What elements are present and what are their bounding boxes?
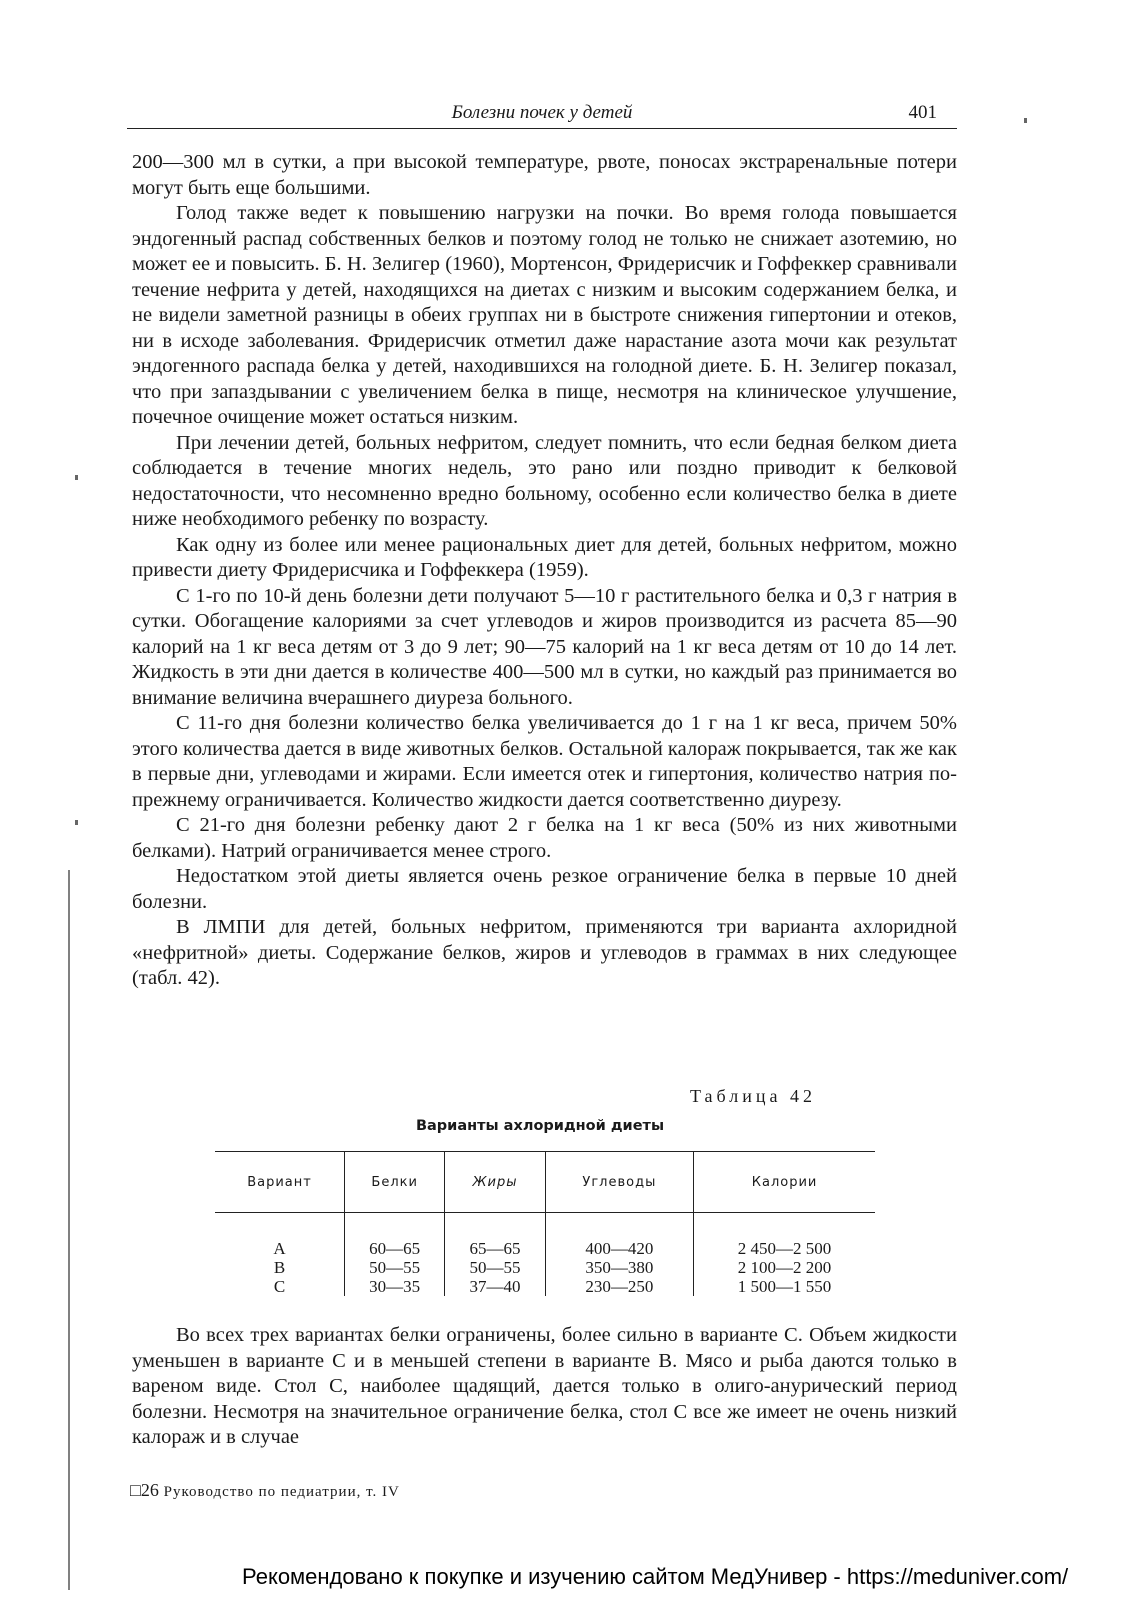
scan-speck xyxy=(75,820,78,825)
paragraph: Как одну из более или менее рациональных диет для детей, больных нефритом, можно привести диету Фридерисчика и Гоффеккера (1959). xyxy=(132,533,957,581)
paragraph: В ЛМПИ для детей, больных нефритом, применяются три варианта ахлоридной «нефритной» диеты. Содержание белков, жиров и углеводов в граммах в них следующее (табл. 42). xyxy=(132,916,957,989)
signature-mark: □26 xyxy=(130,1480,159,1500)
table-cell: 2 100—2 200 xyxy=(694,1258,875,1277)
diet-table xyxy=(215,1151,875,1296)
signature-number: 26 xyxy=(140,1480,159,1500)
table-cell: В xyxy=(273,1258,286,1277)
page-header xyxy=(127,100,957,129)
column-header: Калории xyxy=(694,1152,875,1213)
footnote-text: Руководство по педиатрии, т. IV xyxy=(163,1484,400,1500)
table-cell: А xyxy=(273,1239,286,1258)
main-text xyxy=(132,150,957,992)
table-cell: 230—250 xyxy=(545,1277,693,1296)
table-cell: 2 450—2 500 xyxy=(694,1213,875,1259)
table-row xyxy=(215,1213,875,1259)
paragraph: Голод также ведет к повышению нагрузки на почки. Во время голода повышается эндогенный распад собственных белков и поэтому голод не только не снижает азотемию, но может ее и повысить. Б. Н. Зелигер (1960), Мортенсон, Фридерисчик и Гоффеккер сравнивали течение нефрита у детей, находящихся на диетах с низким и высоким содержанием белка, и не видели заметной разницы в обеих группах ни в быстроте снижения гипертонии и отеков, ни в исходе заболевания. Фридерисчик отметил даже нарастание азота мочи как результат эндогенного распада белка у детей, находившихся на голодной диете. Б. Н. Зелигер показал, что при запаздывании с увеличением белка в пище, несмотря на клиническое улучшение, почечное очищение может остаться низким. xyxy=(132,202,957,428)
paragraph: С 21-го дня болезни ребенку дают 2 г белка на 1 кг веса (50% из них животными белками). Натрий ограничивается менее строго. xyxy=(132,814,957,862)
scan-margin-line xyxy=(68,870,70,1590)
table-cell: 37—40 xyxy=(445,1277,545,1296)
text-after-table xyxy=(132,1323,957,1451)
paragraph: При лечении детей, больных нефритом, следует помнить, что если бедная белком диета соблюдается в течение многих недель, это рано или поздно приводит к белковой недостаточности, что несомненно вредно больному, особенно если количество белка в диете ниже необходимого ребенку по возрасту. xyxy=(132,431,957,530)
running-title: Болезни почек у детей xyxy=(451,102,633,123)
table-cell: 50—55 xyxy=(345,1258,445,1277)
table-cell: 30—35 xyxy=(345,1277,445,1296)
watermark-text: Рекомендовано к покупке и изучению сайтом МедУнивер - https://meduniver.com/ xyxy=(242,1564,1069,1589)
table-header-row xyxy=(215,1152,875,1213)
table-cell: 65—65 xyxy=(445,1213,545,1259)
paragraph: 200—300 мл в сутки, а при высокой температуре, рвоте, поносах экстраренальные потери могут быть еще большими. xyxy=(132,151,957,199)
table-title: Варианты ахлоридной диеты xyxy=(415,1118,665,1134)
scan-speck xyxy=(1024,118,1027,123)
table-cell: 350—380 xyxy=(545,1258,693,1277)
table-cell: 60—65 xyxy=(345,1213,445,1259)
table-cell: 400—420 xyxy=(545,1213,693,1259)
paragraph: С 1-го по 10-й день болезни дети получают 5—10 г растительного белка и 0,3 г натрия в сутки. Обогащение калориями за счет углеводов и жиров производится из расчета 85—90 калорий на 1 кг веса детям от 3 до 9 лет; 90—75 калорий на 1 кг веса детям от 10 до 14 лет. Жидкость в эти дни дается в количестве 400—500 мл в сутки, но каждый раз принимается во внимание величина вчерашнего диуреза больного. xyxy=(132,584,957,709)
column-header: Углеводы xyxy=(545,1152,693,1213)
table-row xyxy=(215,1277,875,1296)
table-row xyxy=(215,1258,875,1277)
table-cell: С xyxy=(273,1277,286,1296)
column-header: Жиры xyxy=(445,1152,545,1213)
table-cell: 50—55 xyxy=(445,1258,545,1277)
paragraph: Недостатком этой диеты является очень резкое ограничение белка в первые 10 дней болезни. xyxy=(132,865,957,913)
paragraph: Во всех трех вариантах белки ограничены, более сильно в варианте С. Объем жидкости уменьшен в варианте С и в меньшей степени в варианте В. Мясо и рыба даются только в вареном виде. Стол С, наиболее щадящий, дается только в олиго-анурический период болезни. Несмотря на значительное ограничение белка, стол С все же имеет не очень низкий калораж и в случае xyxy=(132,1324,957,1448)
table-cell: 1 500—1 550 xyxy=(694,1277,875,1296)
footnote xyxy=(130,1480,400,1501)
column-header: Белки xyxy=(345,1152,445,1213)
table-label: Таблица 42 xyxy=(690,1086,816,1106)
scan-speck xyxy=(75,475,78,480)
column-header: Вариант xyxy=(215,1152,345,1213)
page-number: 401 xyxy=(908,102,937,123)
paragraph: С 11-го дня болезни количество белка увеличивается до 1 г на 1 кг веса, причем 50% этого количества дается в виде животных белков. Остальной калораж покрывается, так же как в первые дни, углеводами и жирами. Если имеется отек и гипертония, количество натрия по-прежнему ограничивается. Количество жидкости дается соответственно диурезу. xyxy=(132,712,957,811)
